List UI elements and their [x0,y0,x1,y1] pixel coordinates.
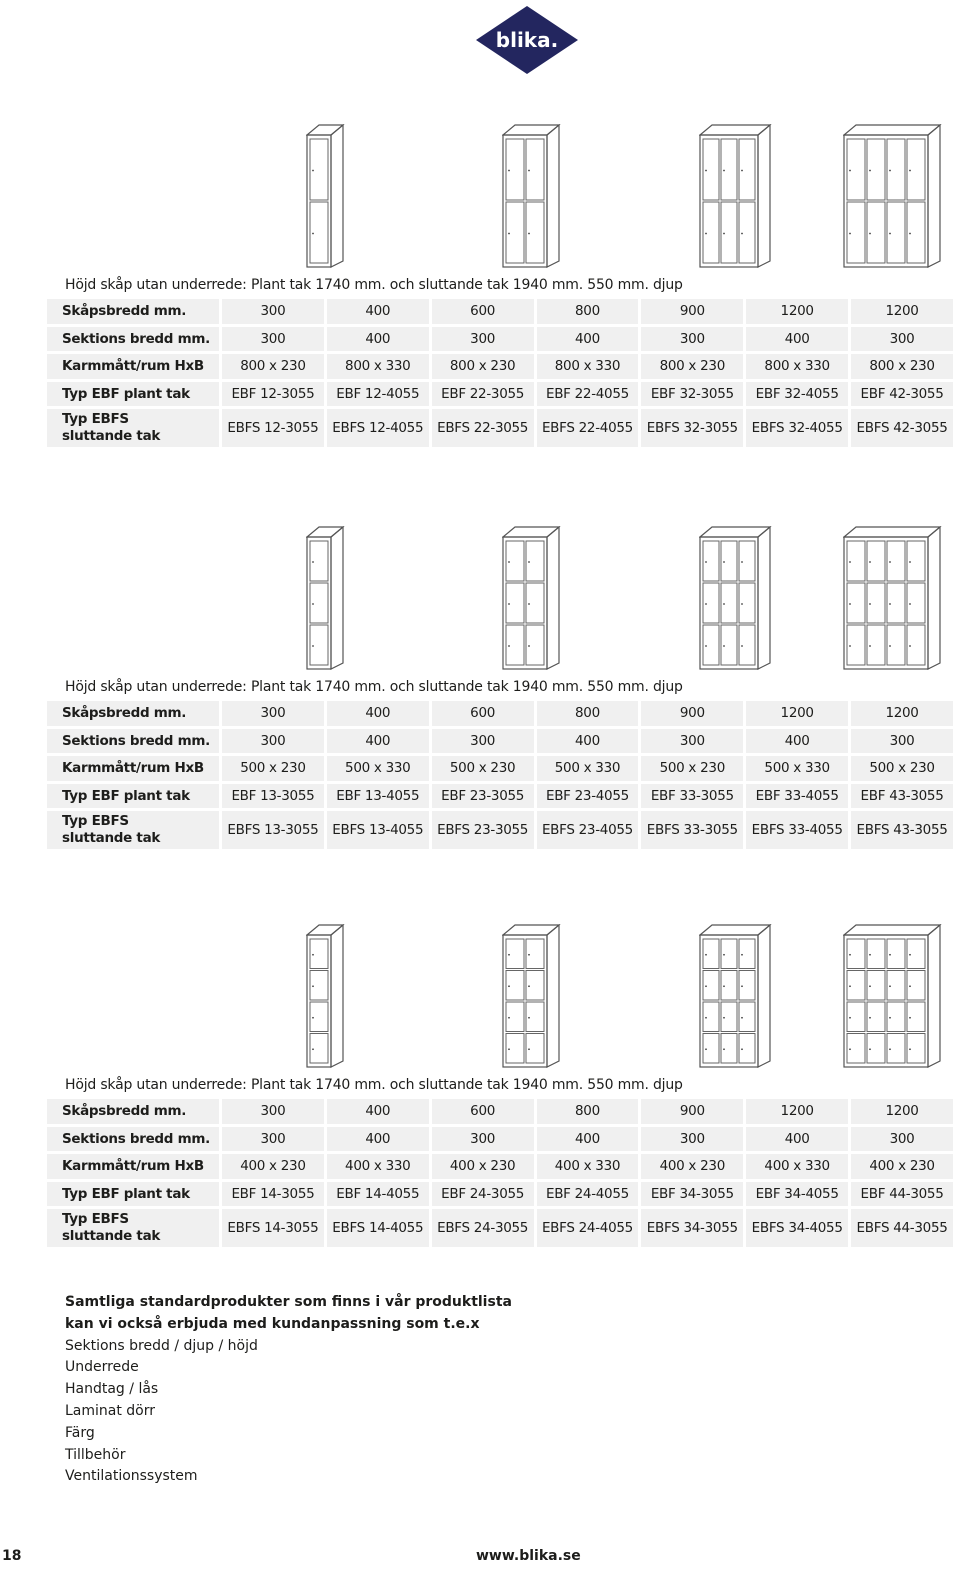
spec-cell: 300 [641,1127,743,1152]
spec-cell: EBF 22-3055 [432,382,534,407]
cabinet-drawing [699,124,773,268]
spec-row-label [47,1099,219,1124]
cabinet-drawing [699,924,773,1068]
spec-row-label-text: Karmmått/rum HxB [62,358,204,375]
spec-row-label-text: Typ EBF plant tak [62,385,190,402]
spec-cell: 600 [432,701,534,726]
spec-row-label [47,299,219,324]
spec-cell: EBFS 13-3055 [222,811,324,849]
page-number: 18 [2,1548,22,1564]
spec-cell: EBFS 12-4055 [327,409,429,447]
cabinet-drawing [843,924,943,1068]
spec-table [44,1096,956,1250]
spec-row-label-text: Sektions bredd mm. [62,732,210,749]
spec-cell: EBF 24-3055 [432,1182,534,1207]
spec-row [47,1154,953,1179]
footer-url: www.blika.se [476,1548,581,1564]
spec-cell: 1200 [746,701,848,726]
spec-cell: EBFS 33-4055 [746,811,848,849]
spec-cell: 800 x 330 [537,354,639,379]
spec-cell: 300 [851,729,953,754]
spec-cell: EBF 14-3055 [222,1182,324,1207]
cabinet-drawing [699,526,773,670]
spec-cell: 800 [537,701,639,726]
notes-item: Handtag / lås [65,1381,159,1398]
spec-cell: EBFS 32-4055 [746,409,848,447]
notes-item: Sektions bredd / djup / höjd [65,1337,258,1354]
spec-cell: EBF 33-4055 [746,784,848,809]
spec-cell: 300 [222,701,324,726]
spec-cell: EBFS 14-4055 [327,1209,429,1247]
spec-cell: EBF 22-4055 [537,382,639,407]
spec-row-label [47,1154,219,1179]
spec-row-label [47,811,219,849]
spec-cell: 400 x 330 [327,1154,429,1179]
spec-cell: EBF 13-4055 [327,784,429,809]
cabinet-drawing [306,124,346,268]
spec-cell: EBF 23-3055 [432,784,534,809]
spec-row [47,1182,953,1207]
cabinet-drawings [47,530,953,670]
spec-cell: 400 [327,701,429,726]
spec-cell: 800 [537,299,639,324]
spec-row [47,1099,953,1124]
spec-cell: EBF 14-4055 [327,1182,429,1207]
spec-cell: 600 [432,299,534,324]
spec-row-label-text: Sektions bredd mm. [62,1130,210,1147]
spec-cell: EBF 13-3055 [222,784,324,809]
section-caption: Höjd skåp utan underrede: Plant tak 1740 mm. och sluttande tak 1940 mm. 550 mm. djup [65,1077,683,1093]
spec-cell: EBFS 14-3055 [222,1209,324,1247]
notes-item: Underrede [65,1359,139,1376]
spec-cell: 1200 [746,299,848,324]
cabinet-drawings [47,128,953,268]
spec-row [47,784,953,809]
spec-cell: 400 [746,1127,848,1152]
spec-row-label-text: sluttande tak [62,428,161,444]
cabinet-drawing [502,526,562,670]
spec-cell: EBFS 34-3055 [641,1209,743,1247]
spec-row-label-text: Skåpsbredd mm. [62,705,187,722]
spec-cell: EBF 42-3055 [851,382,953,407]
spec-row-label-text: Typ EBFS [62,813,129,829]
spec-row-label [47,327,219,352]
spec-row [47,811,953,849]
spec-row [47,701,953,726]
spec-cell: EBF 12-4055 [327,382,429,407]
spec-row-label-text: sluttande tak [62,1228,161,1244]
notes-item: Färg [65,1424,95,1441]
spec-cell: 1200 [851,1099,953,1124]
spec-row-label [47,756,219,781]
spec-cell: 500 x 330 [537,756,639,781]
spec-cell: EBFS 22-3055 [432,409,534,447]
spec-row-label-text: Karmmått/rum HxB [62,1158,204,1175]
spec-cell: 300 [432,729,534,754]
spec-cell: 1200 [746,1099,848,1124]
spec-table [44,296,956,450]
spec-cell: EBFS 33-3055 [641,811,743,849]
spec-cell: EBF 23-4055 [537,784,639,809]
spec-cell: EBFS 44-3055 [851,1209,953,1247]
cabinet-drawing [502,124,562,268]
spec-cell: 400 x 230 [432,1154,534,1179]
spec-row [47,756,953,781]
spec-cell: EBFS 24-3055 [432,1209,534,1247]
spec-cell: EBF 33-3055 [641,784,743,809]
spec-cell: 800 x 330 [327,354,429,379]
spec-row-label-text: Typ EBFS [62,411,129,427]
section-caption: Höjd skåp utan underrede: Plant tak 1740 mm. och sluttande tak 1940 mm. 550 mm. djup [65,679,683,695]
spec-cell: 300 [222,1099,324,1124]
spec-cell: 300 [432,1127,534,1152]
spec-cell: 400 [746,327,848,352]
product-section-1 [47,128,953,450]
spec-row-label-text: Typ EBF plant tak [62,1185,190,1202]
spec-cell: 400 [327,1099,429,1124]
spec-cell: 300 [641,327,743,352]
spec-cell: 800 x 230 [641,354,743,379]
spec-row [47,327,953,352]
spec-row-label [47,354,219,379]
spec-row [47,1209,953,1247]
spec-row [47,409,953,447]
spec-row-label-text: Karmmått/rum HxB [62,760,204,777]
logo-text: blika. [495,28,559,52]
product-section-3 [47,928,953,1250]
spec-cell: 1200 [851,701,953,726]
spec-cell: 300 [851,1127,953,1152]
spec-cell: EBF 32-4055 [746,382,848,407]
spec-cell: EBF 12-3055 [222,382,324,407]
spec-cell: 900 [641,701,743,726]
cabinet-drawing [306,924,346,1068]
spec-cell: 500 x 330 [746,756,848,781]
spec-cell: 300 [222,1127,324,1152]
spec-row [47,729,953,754]
spec-cell: 500 x 230 [432,756,534,781]
notes-item: Ventilationssystem [65,1468,198,1485]
spec-row [47,299,953,324]
spec-row-label-text: Sektions bredd mm. [62,330,210,347]
spec-cell: 800 x 230 [851,354,953,379]
spec-row-label [47,701,219,726]
spec-cell: EBFS 23-4055 [537,811,639,849]
spec-cell: 300 [641,729,743,754]
spec-cell: 800 x 330 [746,354,848,379]
spec-cell: 500 x 230 [851,756,953,781]
spec-cell: 1200 [851,299,953,324]
notes-heading-line1: Samtliga standardprodukter som finns i vår produktlista [65,1294,512,1310]
spec-cell: 400 [327,299,429,324]
cabinet-drawing [843,526,943,670]
spec-table [44,698,956,852]
spec-row-label-text: Skåpsbredd mm. [62,303,187,320]
spec-cell: EBFS 42-3055 [851,409,953,447]
spec-cell: 400 x 230 [222,1154,324,1179]
spec-cell: EBFS 24-4055 [537,1209,639,1247]
notes-item: Laminat dörr [65,1402,156,1419]
spec-cell: EBFS 32-3055 [641,409,743,447]
spec-cell: 800 x 230 [222,354,324,379]
spec-cell: EBFS 22-4055 [537,409,639,447]
spec-cell: 400 [537,1127,639,1152]
spec-cell: 500 x 330 [327,756,429,781]
spec-cell: 400 x 330 [746,1154,848,1179]
notes-heading-line2: kan vi också erbjuda med kundanpassning som t.e.x [65,1315,480,1332]
spec-cell: 900 [641,299,743,324]
spec-row-label [47,409,219,447]
spec-cell: EBFS 34-4055 [746,1209,848,1247]
spec-row-label [47,729,219,754]
spec-cell: 900 [641,1099,743,1124]
spec-cell: 500 x 230 [222,756,324,781]
spec-cell: EBF 44-3055 [851,1182,953,1207]
spec-cell: 800 [537,1099,639,1124]
spec-cell: 300 [222,299,324,324]
cabinet-drawing [502,924,562,1068]
cabinet-drawing [306,526,346,670]
product-section-2 [47,530,953,852]
spec-cell: 400 [327,327,429,352]
spec-row-label [47,1182,219,1207]
spec-cell: EBF 34-4055 [746,1182,848,1207]
spec-cell: EBFS 23-3055 [432,811,534,849]
spec-cell: 400 [327,1127,429,1152]
spec-row-label-text: Typ EBFS [62,1211,129,1227]
spec-row [47,1127,953,1152]
spec-cell: 300 [222,729,324,754]
spec-cell: EBF 43-3055 [851,784,953,809]
spec-cell: 300 [222,327,324,352]
cabinet-drawing [843,124,943,268]
spec-cell: 400 x 230 [641,1154,743,1179]
notes-item: Tillbehör [65,1446,126,1463]
spec-cell: 400 x 230 [851,1154,953,1179]
spec-cell: 400 x 330 [537,1154,639,1179]
spec-cell: 500 x 230 [641,756,743,781]
blika-logo [474,4,580,76]
spec-row-label-text: Typ EBF plant tak [62,787,190,804]
spec-cell: 400 [746,729,848,754]
spec-row-label [47,784,219,809]
spec-row [47,382,953,407]
spec-cell: 800 x 230 [432,354,534,379]
section-caption: Höjd skåp utan underrede: Plant tak 1740 mm. och sluttande tak 1940 mm. 550 mm. djup [65,277,683,293]
spec-row-label-text: Skåpsbredd mm. [62,1103,187,1120]
spec-cell: 400 [537,327,639,352]
spec-cell: EBF 32-3055 [641,382,743,407]
spec-row [47,354,953,379]
spec-cell: EBF 24-4055 [537,1182,639,1207]
spec-row-label-text: sluttande tak [62,830,161,846]
spec-row-label [47,382,219,407]
spec-cell: 300 [432,327,534,352]
spec-cell: 600 [432,1099,534,1124]
spec-cell: 400 [327,729,429,754]
spec-cell: 300 [851,327,953,352]
spec-cell: 400 [537,729,639,754]
spec-cell: EBFS 13-4055 [327,811,429,849]
spec-cell: EBF 34-3055 [641,1182,743,1207]
spec-cell: EBFS 12-3055 [222,409,324,447]
customization-notes [65,1292,512,1488]
spec-row-label [47,1209,219,1247]
spec-cell: EBFS 43-3055 [851,811,953,849]
cabinet-drawings [47,928,953,1068]
spec-row-label [47,1127,219,1152]
